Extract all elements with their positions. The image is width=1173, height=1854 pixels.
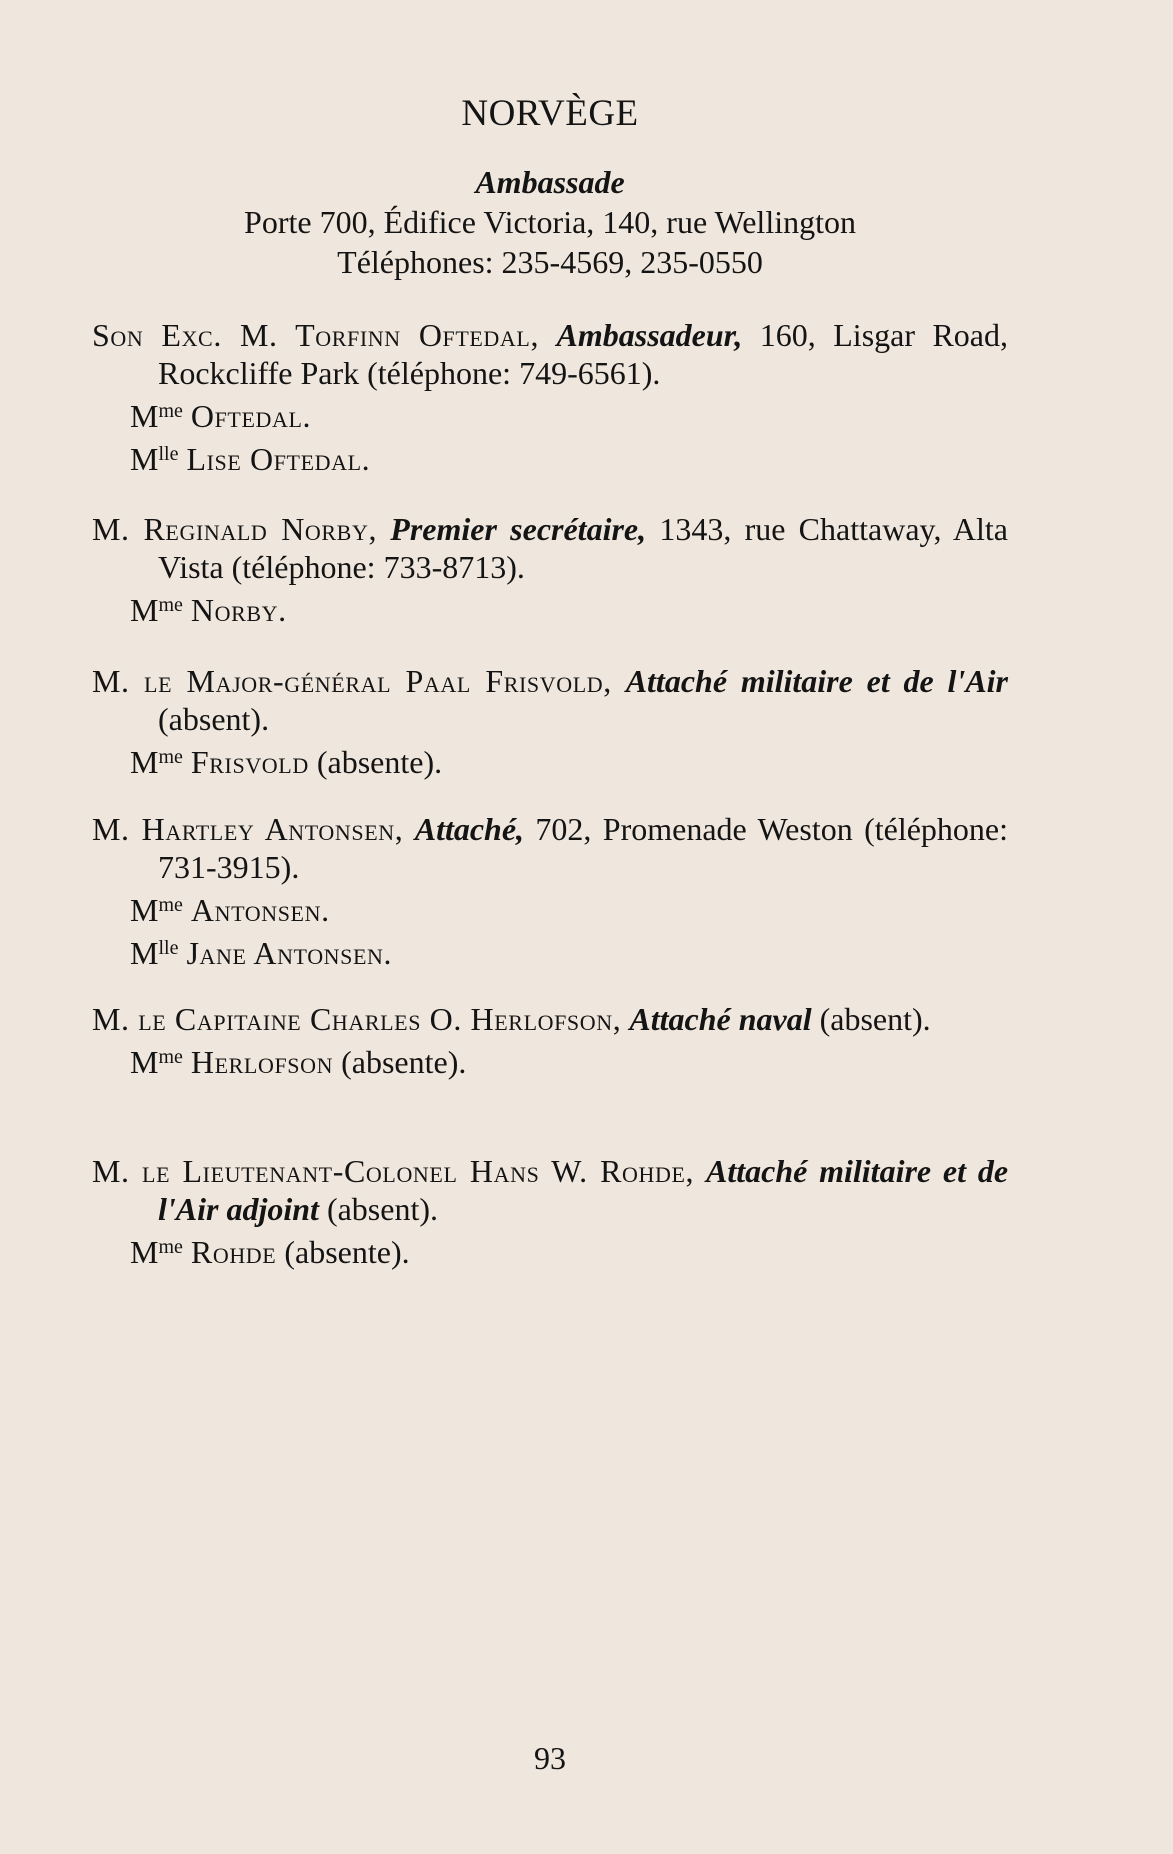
embassy-address: Porte 700, Édifice Victoria, 140, rue Wellington	[244, 204, 856, 240]
family-member	[92, 1233, 1008, 1271]
family-name: Oftedal.	[190, 398, 312, 434]
honorific-suffix: me	[158, 594, 183, 616]
honorific-suffix: me	[158, 894, 183, 916]
diplomat-title: Attaché,	[414, 811, 525, 847]
family-note: (absente).	[316, 744, 443, 780]
family-name: Rohde	[190, 1234, 277, 1270]
family-member	[92, 891, 1008, 929]
diplomat-name: M. Hartley Antonsen,	[92, 811, 404, 847]
family-name: Antonsen.	[190, 892, 330, 928]
diplomat-details: (absent).	[158, 701, 270, 737]
diplomat-line	[92, 510, 1008, 586]
diplomat-title: Attaché naval	[629, 1001, 812, 1037]
honorific: M	[130, 744, 159, 780]
family-note: (absente).	[341, 1044, 467, 1080]
family-member	[92, 440, 1008, 478]
diplomat-name: M. le Major-général Paal Frisvold,	[92, 663, 612, 699]
family-name: Herlofson	[190, 1044, 334, 1080]
family-name: Jane Antonsen.	[186, 935, 393, 971]
family-note: (absente).	[284, 1234, 410, 1270]
honorific-suffix: lle	[158, 443, 179, 465]
document-page	[92, 92, 1008, 1812]
honorific: M	[130, 441, 159, 477]
honorific: M	[130, 935, 159, 971]
honorific: M	[130, 398, 159, 434]
diplomat-entry	[92, 510, 1008, 629]
family-member	[92, 397, 1008, 435]
honorific-suffix: me	[158, 400, 183, 422]
diplomat-title: Attaché militaire et de l'Air	[625, 663, 1009, 699]
diplomat-details: 702, Promenade Weston (téléphone: 731-3915).	[158, 811, 1009, 885]
diplomat-line	[92, 810, 1008, 886]
diplomat-entry	[92, 316, 1008, 478]
honorific: M	[130, 1234, 159, 1270]
diplomat-entry	[92, 1152, 1008, 1271]
diplomat-line	[92, 662, 1008, 738]
honorific-suffix: me	[158, 746, 183, 768]
honorific-suffix: me	[158, 1236, 183, 1258]
diplomat-details: (absent).	[326, 1191, 438, 1227]
diplomat-details: (absent).	[819, 1001, 931, 1037]
diplomat-title: Ambassadeur,	[556, 317, 743, 353]
honorific-suffix: lle	[158, 937, 179, 959]
page-number: 93	[534, 1740, 566, 1776]
honorific: M	[130, 1044, 159, 1080]
diplomat-details: 160, Lisgar Road, Rockcliffe Park (téléphone: 749-6561).	[158, 317, 1008, 391]
diplomat-line	[92, 316, 1008, 392]
mission-type: Ambassade	[475, 164, 625, 200]
diplomat-line	[92, 1000, 1008, 1038]
diplomat-title: Attaché militaire et de l'Air adjoint	[158, 1153, 1009, 1227]
honorific: M	[130, 892, 159, 928]
family-member	[92, 591, 1008, 629]
diplomat-entry	[92, 810, 1008, 972]
diplomat-entry	[92, 1000, 1008, 1081]
honorific-suffix: me	[158, 1046, 183, 1068]
family-name: Lise Oftedal.	[186, 441, 371, 477]
diplomat-title: Premier secrétaire,	[390, 511, 647, 547]
diplomat-name: M. le Lieutenant-Colonel Hans W. Rohde,	[92, 1153, 695, 1189]
embassy-phones: Téléphones: 235-4569, 235-0550	[337, 244, 763, 280]
family-member	[92, 1043, 1008, 1081]
family-member	[92, 743, 1008, 781]
family-member	[92, 934, 1008, 972]
diplomat-line	[92, 1152, 1008, 1228]
honorific: M	[130, 592, 159, 628]
family-name: Frisvold	[190, 744, 309, 780]
family-name: Norby.	[190, 592, 287, 628]
diplomat-name: M. Reginald Norby,	[92, 511, 378, 547]
diplomat-entry	[92, 662, 1008, 781]
diplomat-name: M. le Capitaine Charles O. Herlofson,	[92, 1001, 622, 1037]
diplomat-details: 1343, rue Chattaway, Alta Vista (téléphone: 733-8713).	[158, 511, 1009, 585]
diplomat-name: Son Exc. M. Torfinn Oftedal,	[92, 317, 540, 353]
country-heading: NORVÈGE	[461, 93, 639, 134]
